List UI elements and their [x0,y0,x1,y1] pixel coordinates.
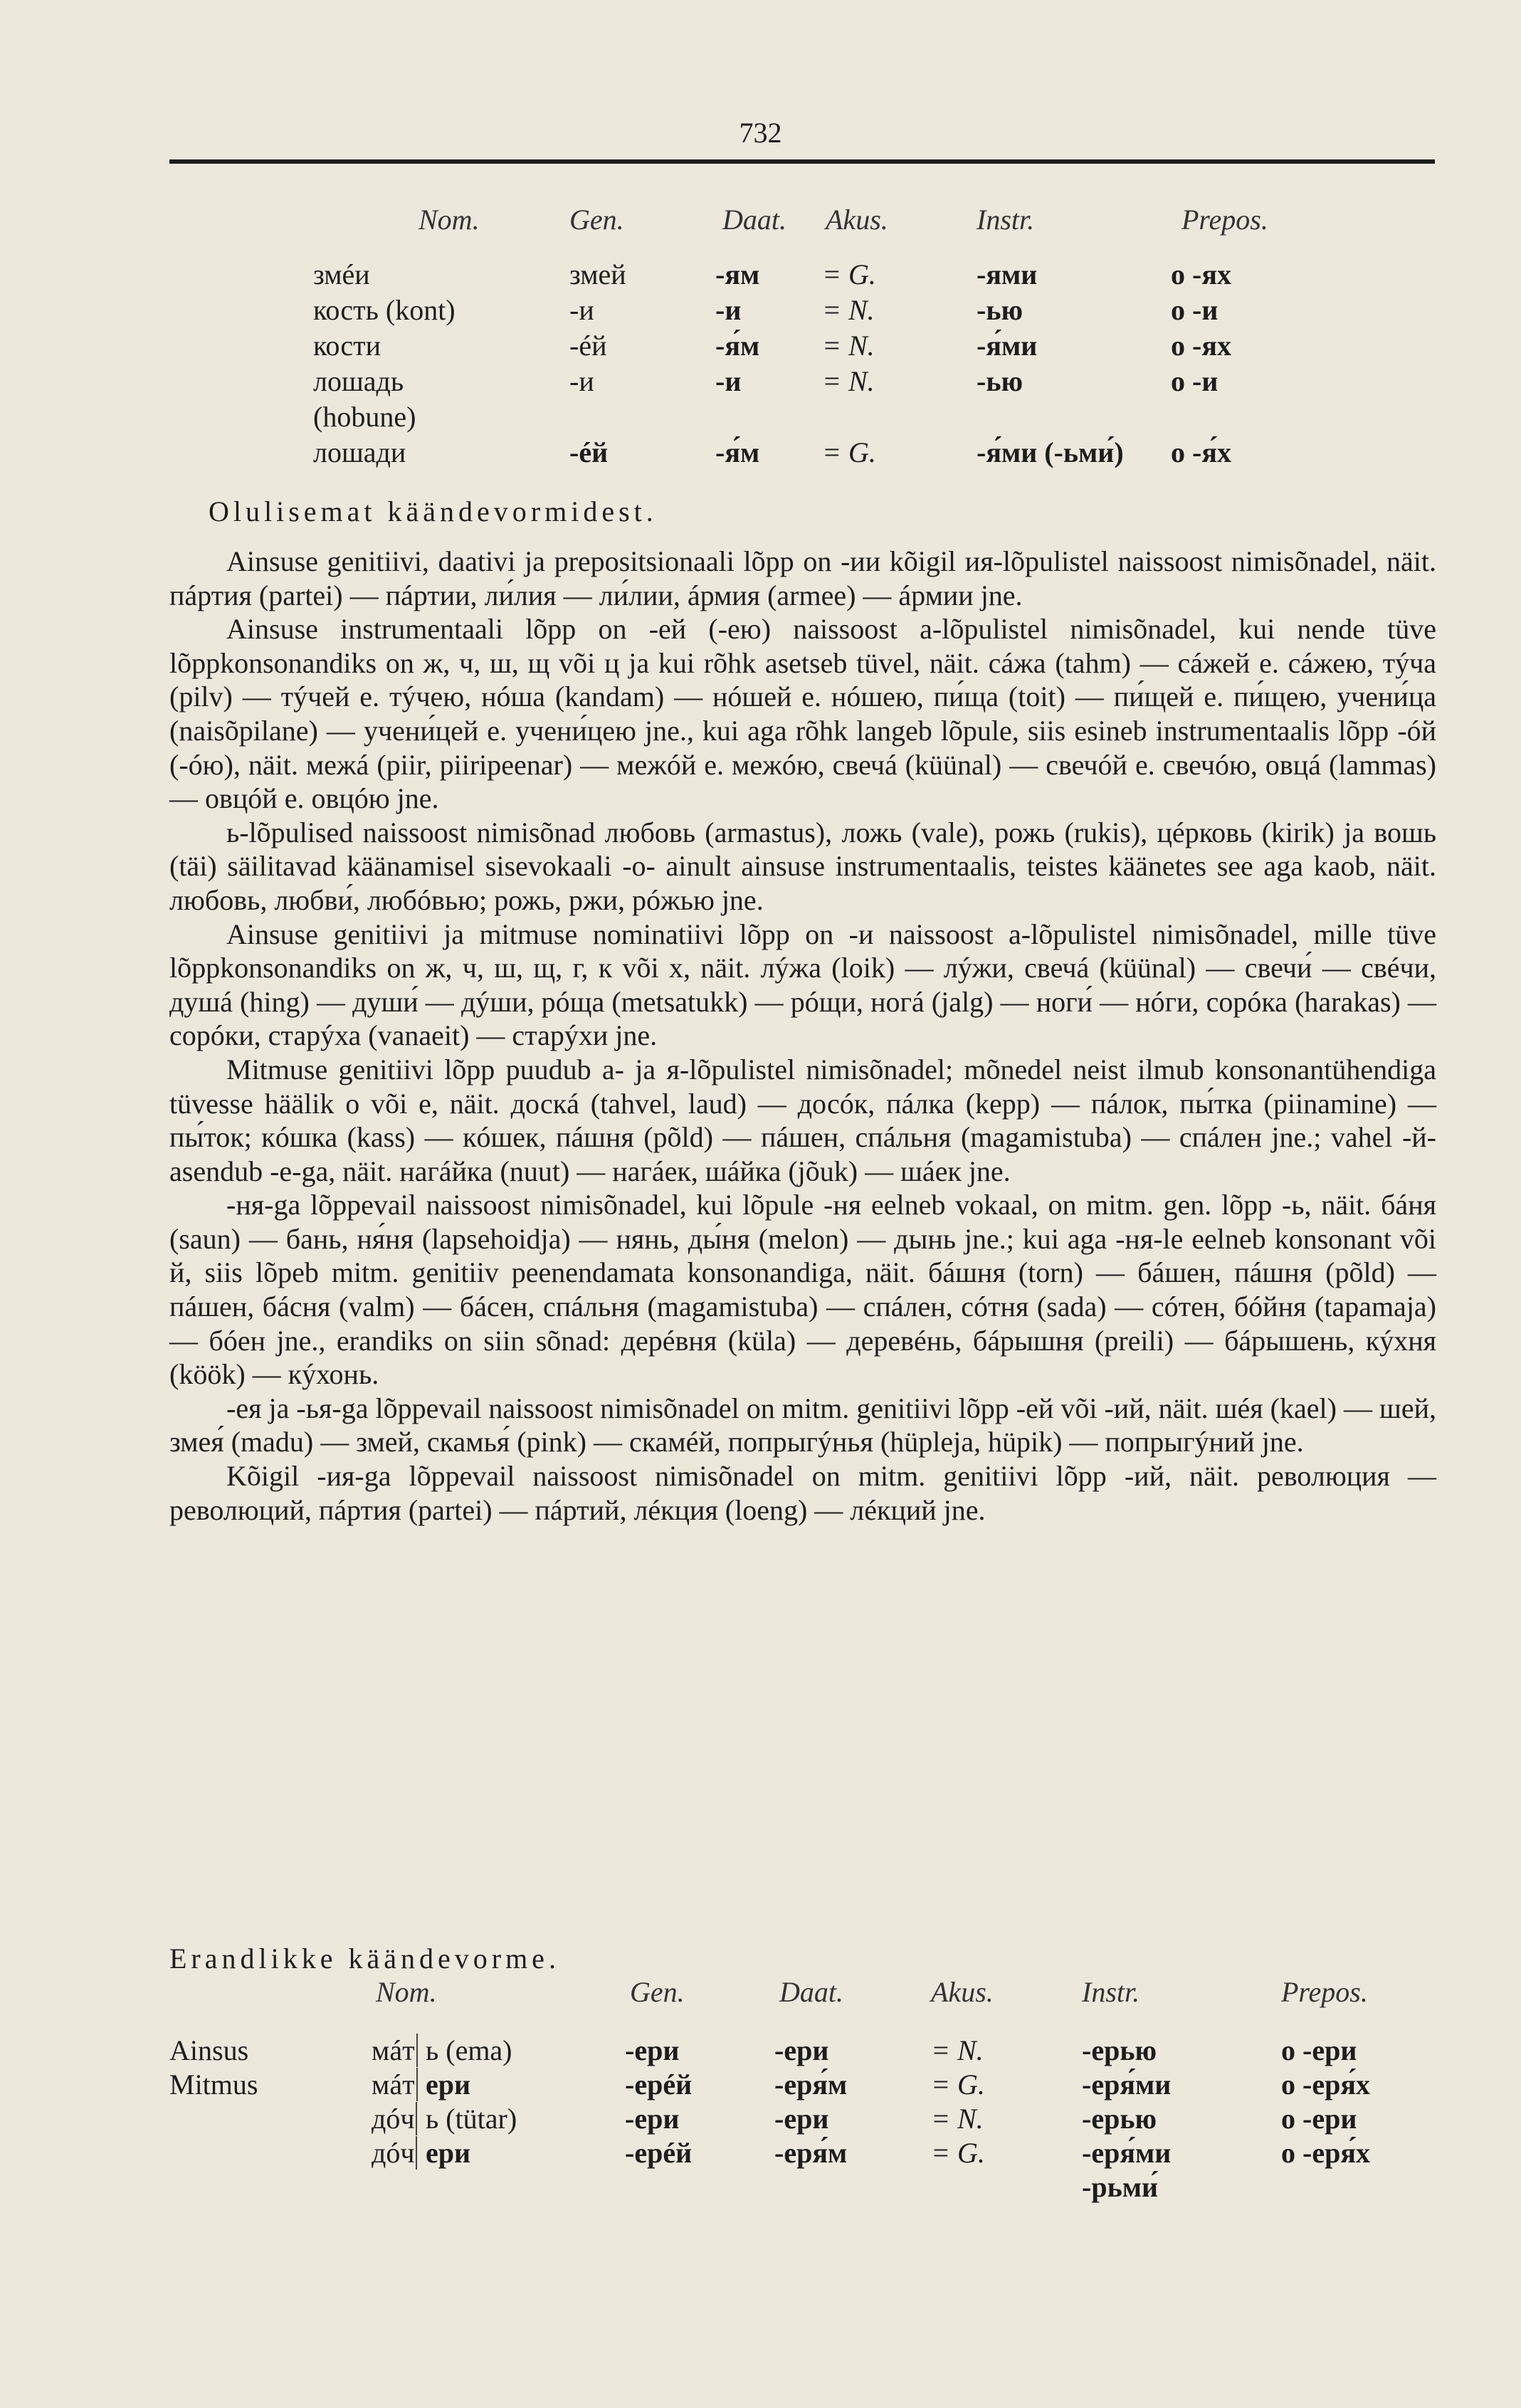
cell-stem: мáт [372,2068,418,2101]
cell-nom: ери [426,2068,471,2101]
cell-dat: -ери [774,2103,829,2135]
cell-dat: -и [715,365,742,397]
cell-nom: (hobune) [313,401,416,433]
cell-instr: -ерью [1082,2103,1157,2135]
header-dat: Daat. [779,1976,843,2008]
cell-prep: о -ях [1171,258,1231,290]
case-table-row [0,258,1521,293]
cell-instr: -ерью [1082,2034,1157,2066]
cell-gen: -ерéй [625,2137,693,2169]
cell-gen: -éй [569,436,609,468]
cell-instr: -я́ми [977,330,1038,362]
cell-dat: -и [715,294,742,326]
cell-nom: лошадь [313,365,404,397]
case-table-row [0,364,1521,400]
exceptions-row [0,2068,1521,2102]
header-gen: Gen. [630,1976,685,2008]
cell-akus: = N. [822,330,875,362]
header-nom: Nom. [376,1976,437,2008]
header-nom: Nom. [419,204,480,236]
cell-akus: = N. [931,2034,984,2066]
cell-akus: = G. [822,258,876,290]
case-table-row [0,293,1521,329]
cell-prep: о -ери [1281,2103,1357,2135]
cell-instr: -я́ми (-ьми́) [977,436,1124,468]
exceptions-table-header [0,1975,1521,2009]
paragraph: Ainsuse instrumentaali lõpp on -ей (-ею) naissoost a-lõpulistel nimisõnadel, kui nende tüve lõppkonsonandiks on ж, ч, ш, щ või ц ja kui rõhk asetseb tüvel, näit. сáжа (tahm) — сáжей е. сáжею, тýча (pilv) — тýчей е. тýчею, нóша (kandam) — нóшей е. нóшею, пи́ща (toit) — пи́щей е. пи́щею, учени́ца (naisõpilane) — учени́цей е. учени́цею jne., kui aga rõhk langeb lõpule, siis esineb instrumentaalis lõpp -óй (-óю), näit. межá (piir, piiripeenar) — межóй е. межóю, свечá (küünal) — свечóй е. свечóю, овцá (lammas) — овцóй е. овцóю jne. [169,613,1436,815]
paragraph: -ня-ga lõppevail naissoost nimisõnadel, kui lõpule -ня eelneb vokaal, on mitm. gen. lõpp -ь, näit. бáня (saun) — бань, ня́ня (lapsehoidja) — нянь, ды́ня (melon) — дынь jne.; kui aga -ня-le eelneb konsonant või й, siis lõpeb mitm. genitiiv peenendamata konsonandiga, näit. бáшня (torn) — бáшен, пáшня (põld) — пáшен, бáсня (valm) — бáсен, спáльня (magamistuba) — спáлен, сóтня (sada) — сóтен, бóйня (tapamaja) — бóен jne., erandiks on siin sõnad: дерéвня (küla) — деревéнь, бáрышня (preili) — бáрышень, кýхня (köök) — кýхонь. [169,1189,1437,1391]
cell-akus: = G. [931,2137,985,2169]
header-prepos: Prepos. [1281,1976,1368,2008]
cell-akus: = N. [931,2103,984,2135]
cell-gen: -ери [625,2103,680,2135]
header-dat: Daat. [722,204,786,236]
case-table-row [0,329,1521,364]
row-label-singular: Ainsus [169,2034,249,2066]
exceptions-row [0,2136,1521,2170]
cell-instr: -еря́ми [1082,2137,1172,2169]
row-label-plural: Mitmus [169,2068,258,2101]
cell-nom: ь (tütar) [426,2103,517,2135]
cell-prep: о -и [1171,365,1219,397]
cell-prep: о -еря́х [1281,2068,1370,2101]
cell-instr: -еря́ми [1082,2068,1172,2101]
header-instr: Instr. [1082,1976,1140,2008]
header-prepos: Prepos. [1181,204,1268,236]
cell-gen: змей [569,258,626,290]
header-instr: Instr. [977,204,1035,236]
paragraph: Kõigil -ия-ga lõppevail naissoost nimisõnadel on mitm. genitiivi lõpp -ий, näit. революция — революций, пáртия (partei) — пáртий, лéкция (loeng) — лéкций jne. [169,1460,1437,1526]
cell-akus: = G. [822,436,876,468]
cell-dat: -я́м [715,330,760,362]
section-title-forms: Olulisemat käändevormidest. [209,495,658,527]
cell-instr: -ью [977,365,1023,397]
cell-prep: о -ях [1171,330,1231,362]
cell-akus: = N. [822,294,875,326]
cell-prep: о -еря́х [1281,2137,1370,2169]
case-table-header [0,203,1521,238]
cell-gen: -и [569,365,594,397]
paragraph: -ея ja -ья-ga lõppevail naissoost nimisõnadel on mitm. genitiivi lõpp -ей või -ий, näit. шéя (kael) — шей, змея́ (madu) — змей, скамья́ (pink) — скамéй, попрыгýнья (hüpleja, hüpik) — попрыгýний jne. [169,1392,1436,1458]
cell-gen: -ери [625,2034,680,2066]
cell-prep: о -ери [1281,2034,1357,2066]
cell-gen: -ерéй [625,2068,693,2101]
cell-akus: = N. [822,365,875,397]
cell-stem: мáт [372,2034,418,2067]
cell-instr: -ью [977,294,1023,326]
header-gen: Gen. [569,204,624,236]
cell-stem: дóч [372,2136,417,2170]
cell-nom: кость (kont) [313,294,456,326]
paragraph: Ainsuse genitiivi ja mitmuse nominatiivi lõpp on -и naissoost a-lõpulistel nimisõnadel, mille tüve lõppkonsonandiks on ж, ч, ш, щ, г, к või х, näit. лýжа (loik) — лýжи, свечá (küünal) — свечи́ — свéчи, душá (hing) — души́ — дýши, рóща (metsatukk) — рóщи, ногá (jalg) — ноги́ — нóги, сорóка (harakas) — сорóки, старýха (vanaeit) — старýхи jne. [169,918,1437,1052]
exceptions-row [0,2034,1521,2068]
cell-dat: -еря́м [774,2137,848,2169]
cell-nom: лошади [313,436,406,468]
cell-nom: ь (ema) [426,2034,512,2066]
header-rule [169,159,1435,164]
cell-nom: ери [426,2137,471,2169]
cell-akus: = G. [931,2068,985,2101]
cell-dat: -еря́м [774,2068,848,2101]
cell-nom: змéи [313,258,370,290]
paragraph: Ainsuse genitiivi, daativi ja prepositsionaali lõpp on -ии kõigil ия-lõpulistel naissoost nimisõnadel, näit. пáртия (partei) — пáртии, ли́лия — ли́лии, áрмия (armee) — áрмии jne. [169,545,1436,611]
cell-dat: -я́м [715,436,760,468]
cell-dat: -ям [715,258,760,290]
page-number: 732 [739,117,782,149]
cell-prep: о -и [1171,294,1219,326]
cell-nom: кости [313,330,381,362]
cell-instr-extra: -рьми́ [1082,2171,1159,2203]
header-akus: Akus. [931,1976,994,2008]
exceptions-row [0,2170,1521,2204]
cell-instr: -ями [977,258,1038,290]
cell-gen: -и [569,294,594,326]
section-title-exceptions: Erandlikke käändevorme. [169,1942,560,1975]
paragraph: Mitmuse genitiivi lõpp puudub а- ja я-lõpulistel nimisõnadel; mõnedel neist ilmub konsonantühendiga tüvesse häälik о või е, näit. доскá (tahvel, laud) — досóк, пáлка (kepp) — пáлок, пы́тка (piinamine) — пы́ток; кóшка (kass) — кóшек, пáшня (põld) — пáшен, спáльня (magamistuba) — спáлен jne.; vahel -й- asendub -е-ga, näit. нагáйка (nuut) — нагáек, шáйка (jõuk) — шáек jne. [169,1053,1436,1187]
case-table-row [0,400,1521,436]
header-akus: Akus. [826,204,888,236]
paragraph: ь-lõpulised naissoost nimisõnad любовь (armastus), ложь (vale), рожь (rukis), цéрковь (kirik) ja вошь (täi) säilitavad käänamisel sisevokaali -o- ainult ainsuse instrumentaalis, teistes käänetes see aga kaob, näit. любовь, любви́, любóвью; рожь, ржи, рóжью jne. [169,816,1436,916]
cell-dat: -ери [774,2034,829,2066]
cell-prep: о -я́х [1171,436,1231,468]
cell-gen: -éй [569,330,607,362]
case-table-row [0,436,1521,471]
exceptions-row [0,2102,1521,2136]
body-text [169,545,1436,1527]
cell-stem: дóч [372,2102,417,2135]
